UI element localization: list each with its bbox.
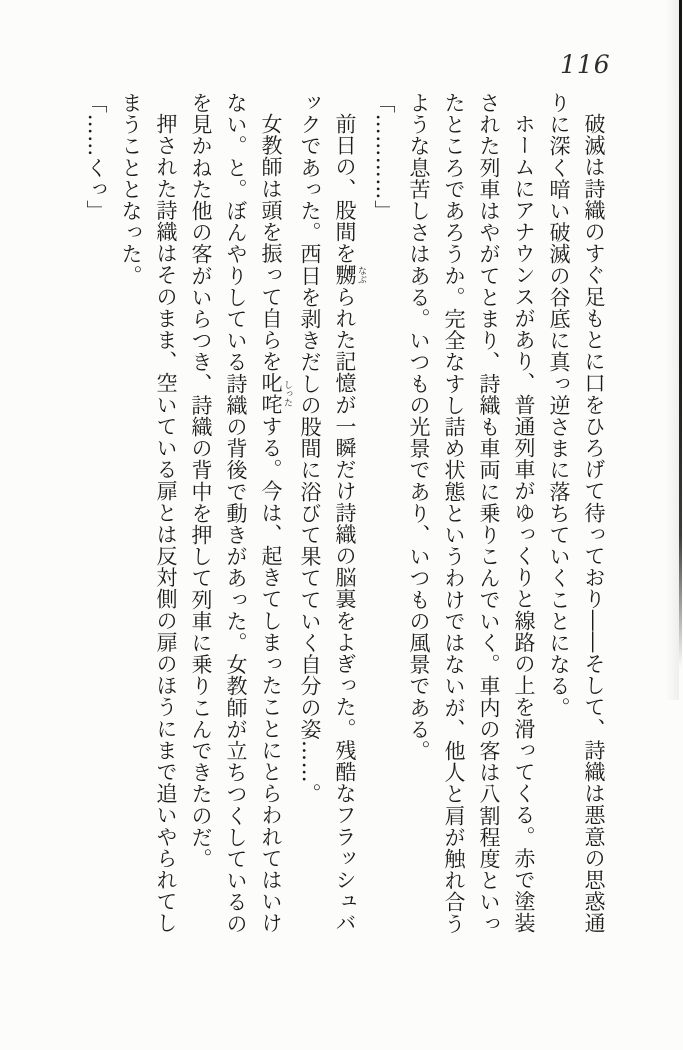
page-number: 116: [560, 50, 611, 79]
paragraph: ホームにアナウンスがあり、普通列車がゆっくりと線路の上を滑ってくる。赤で塗装された列車はやがてとまり、詩織も車両に乗りこんでいく。車内の客は八割程度といったところであろうか。完全なすし詰め状態というわけではないが、他人と肩が触れ合うような息苦しさはある。いつもの光景であり、いつもの風景である。: [407, 92, 536, 935]
scan-edge-line: [679, 0, 682, 668]
scan-gutter-shadow: [665, 0, 679, 700]
paragraph: 押された詩織はそのまま、空いている扉とは反対側の扉のほうにまで追いやられてしまうこととなった。: [119, 92, 178, 934]
paragraph: 前日の、股間を嬲 なぶられた記憶が一瞬だけ詩織の脳裏をよぎった。残酷なフラッシュバックであった。西日を剥きだしの股間に浴びて果てていく自分の姿……。: [298, 92, 366, 934]
ruby-annotated-word: 嬲 なぶ: [333, 264, 366, 286]
ruby-annotated-word: 叱咤 しった: [259, 372, 292, 416]
text-block: [45, 92, 611, 948]
paragraph: 「……くっ」: [84, 92, 108, 222]
paragraph: 破滅は詩織のすぐ足もとに口をひろげて待っており――そして、詩織は悪意の思惑通りに深く暗い破滅の谷底に真っ逆さまに落ちていくことになる。: [547, 92, 606, 934]
paragraph: 女教師は頭を振って自らを叱咤 しったする。今は、起きてしまったことにとらわれてはいけない。と。ぼんやりしている詩織の背後で動きがあった。女教師が立ちつくしているのを見かねた他の客がいらつき、詩織の背中を押して列車に乗りこんできたのだ。: [189, 92, 292, 935]
paragraph: 「…………」: [372, 92, 396, 222]
